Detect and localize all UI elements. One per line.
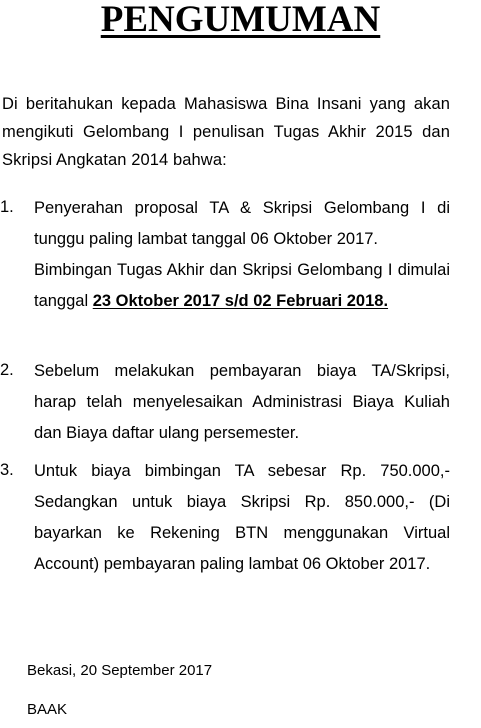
announcement-title: PENGUMUMAN <box>100 0 381 40</box>
list-item-body: Sebelum melakukan pembayaran biaya TA/Skripsi, harap telah menyelesaikan Administrasi Biaya Kuliah dan Biaya daftar ulang persemester. <box>34 362 450 442</box>
list-item-body: Untuk biaya bimbingan TA sebesar Rp. 750.000,- Sedangkan untuk biaya Skripsi Rp. 850.000,- (Di bayarkan ke Rekening BTN menggunakan Virtual Account) pembayaran paling lambat 06 Oktober 2017. <box>34 462 450 573</box>
schedule-text: Bimbingan Tugas Akhir dan Skripsi Gelombang I dimulai tanggal <box>34 261 450 310</box>
list-item-text-schedule <box>34 255 450 317</box>
list-item-body <box>34 193 450 317</box>
signature: BAAK <box>27 701 68 718</box>
list-item-number: 2. <box>0 361 14 379</box>
intro-paragraph: Di beritahukan kepada Mahasiswa Bina Insani yang akan mengikuti Gelombang I penulisan Tugas Akhir 2015 dan Skripsi Angkatan 2014 bahwa: <box>2 95 450 169</box>
place-date: Bekasi, 20 September 2017 <box>27 662 213 679</box>
list-item-number: 1. <box>0 198 14 216</box>
list-item-number: 3. <box>0 461 14 479</box>
list-item-text: Penyerahan proposal TA & Skripsi Gelombang I di tunggu paling lambat tanggal 06 Oktober 2017. <box>34 199 450 248</box>
schedule-date-range: 23 Oktober 2017 s/d 02 Februari 2018. <box>92 292 389 310</box>
